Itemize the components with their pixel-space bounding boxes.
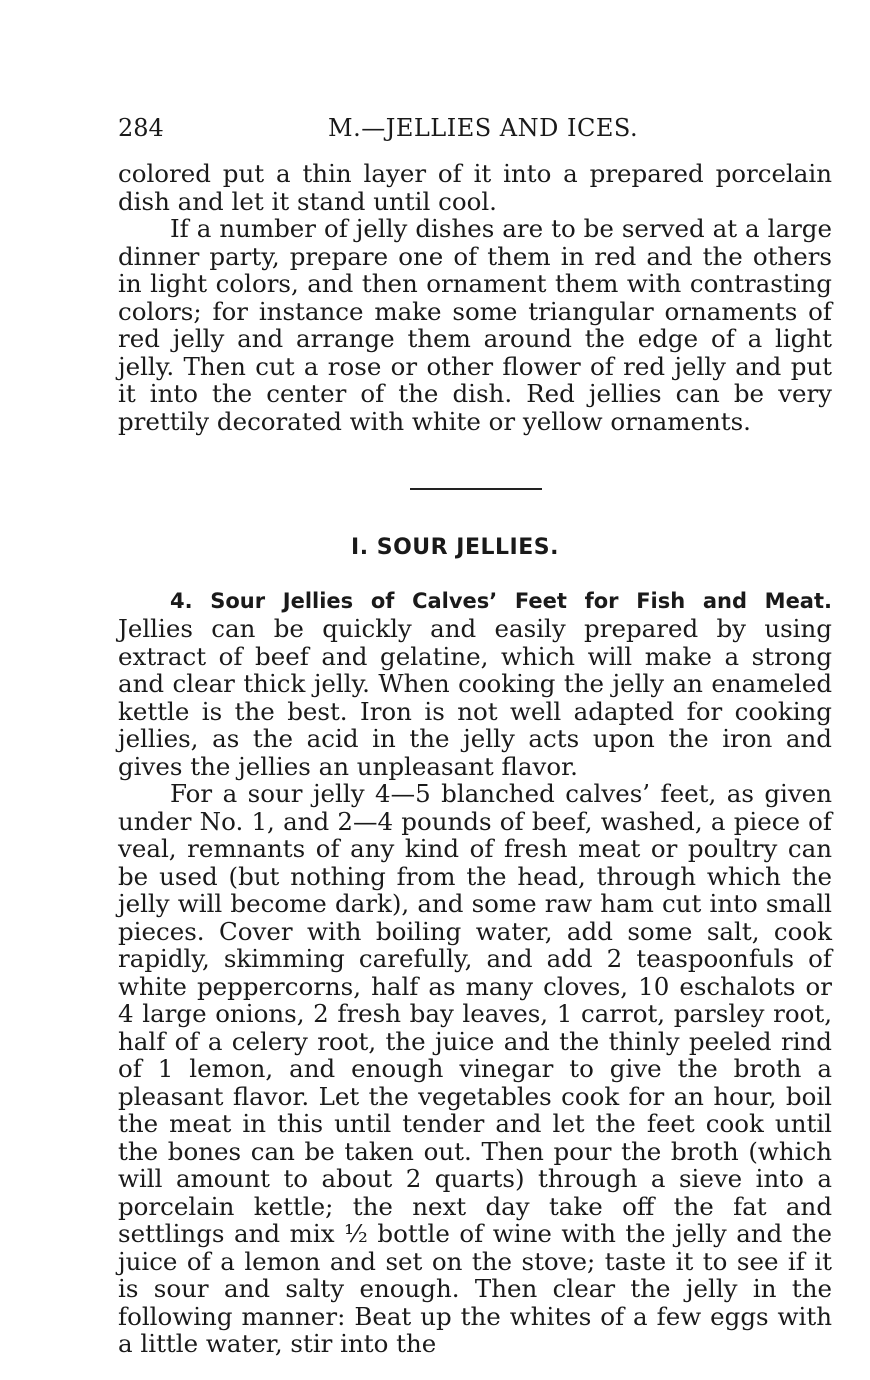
recipe-paragraph-method: For a sour jelly 4—5 blanched calves’ feet, as given under No. 1, and 2—4 pounds of beef, washed, a piece of veal, remnants of any kind of fresh meat or poultry can be used (but nothing from the head, through which the jelly will become dark), and some raw ham cut into small pieces. Cover with boiling water, add some salt, cook rapidly, skimming carefully, and add 2 teaspoonfuls of white peppercorns, half as many cloves, 10 eschalots or 4 large onions, 2 fresh bay leaves, 1 carrot, parsley root, half of a celery root, the juice and the thinly peeled rind of 1 lemon, and enough vinegar to give the broth a pleasant flavor. Let the vegetables cook for an hour, boil the meat in this until tender and let the feet cook until the bones can be taken out. Then pour the broth (which will amount to about 2 quarts) through a sieve into a porcelain kettle; the next day take off the fat and settlings and mix ½ bottle of wine with the jelly and the juice of a lemon and set on the stove; taste it to see if it is sour and salty enough. Then clear the jelly in the following manner: Beat up the whites of a few eggs with a little water, stir into the [118, 779, 832, 1358]
running-head: M.—JELLIES AND ICES. [328, 114, 639, 142]
recipe-text [118, 615, 832, 1358]
intro-paragraph-continued: colored put a thin layer of it into a prepared porcelain dish and let it stand until cool. [118, 159, 832, 216]
page-number: 284 [118, 114, 164, 142]
section-divider [410, 488, 542, 490]
intro-text [118, 160, 832, 435]
section-heading: I. SOUR JELLIES. [351, 535, 559, 560]
recipe-paragraph-intro: Jellies can be quickly and easily prepared by using extract of beef and gelatine, which will make a strong and clear thick jelly. When cooking the jelly an enameled kettle is the best. Iron is not well adapted for cooking jellies, as the acid in the jelly acts upon the iron and gives the jellies an unpleasant flavor. [118, 614, 832, 781]
page-header [118, 112, 832, 144]
recipe-title: 4. Sour Jellies of Calves’ Feet for Fish and Meat. [170, 589, 832, 613]
intro-paragraph-decorating: If a number of jelly dishes are to be served at a large dinner party, prepare one of them in red and the others in light colors, and then ornament them with contrasting colors; for instance make some triangular ornaments of red jelly and arrange them around the edge of a light jelly. Then cut a rose or other flower of red jelly and put it into the center of the dish. Red jellies can be very prettily decorated with white or yellow ornaments. [118, 214, 832, 436]
